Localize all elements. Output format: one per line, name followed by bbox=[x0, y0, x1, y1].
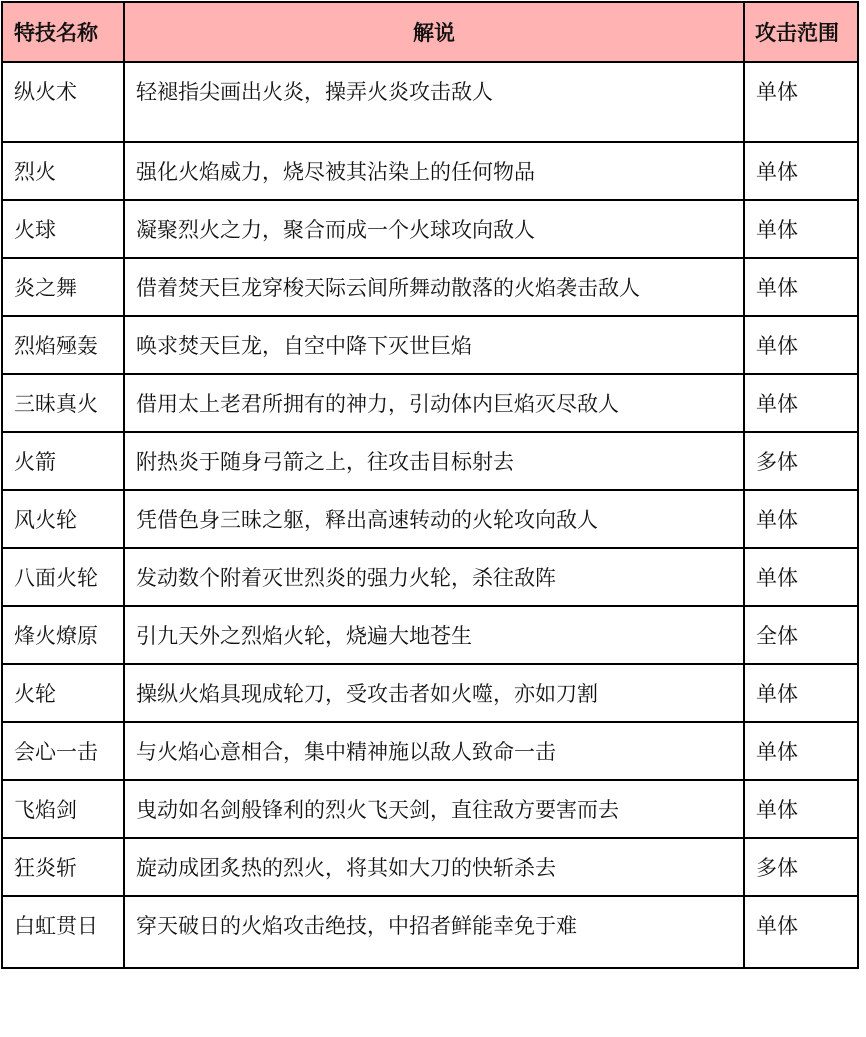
skill-name-cell: 三昧真火 bbox=[2, 374, 124, 432]
skill-description-cell: 曳动如名剑般锋利的烈火飞天剑，直往敌方要害而去 bbox=[124, 780, 744, 838]
skill-name-cell: 炎之舞 bbox=[2, 258, 124, 316]
skill-name-cell: 纵火术 bbox=[2, 62, 124, 142]
table-row bbox=[2, 316, 858, 374]
attack-range-cell: 单体 bbox=[744, 374, 858, 432]
header-attack-range: 攻击范围 bbox=[744, 2, 858, 62]
skill-description-cell: 发动数个附着灭世烈炎的强力火轮，杀往敌阵 bbox=[124, 548, 744, 606]
table-row bbox=[2, 490, 858, 548]
table-header-row bbox=[2, 2, 858, 62]
attack-range-cell: 单体 bbox=[744, 62, 858, 142]
table-row bbox=[2, 664, 858, 722]
skill-description-cell: 轻褪指尖画出火炎，操弄火炎攻击敌人 bbox=[124, 62, 744, 142]
skill-description-cell: 凝聚烈火之力，聚合而成一个火球攻向敌人 bbox=[124, 200, 744, 258]
table-row bbox=[2, 838, 858, 896]
skill-name-cell: 烽火燎原 bbox=[2, 606, 124, 664]
attack-range-cell: 单体 bbox=[744, 490, 858, 548]
skill-description-cell: 与火焰心意相合，集中精神施以敌人致命一击 bbox=[124, 722, 744, 780]
skill-description-cell: 借着焚天巨龙穿梭天际云间所舞动散落的火焰袭击敌人 bbox=[124, 258, 744, 316]
skill-description-cell: 附热炎于随身弓箭之上，往攻击目标射去 bbox=[124, 432, 744, 490]
table-row bbox=[2, 142, 858, 200]
attack-range-cell: 单体 bbox=[744, 896, 858, 968]
attack-range-cell: 单体 bbox=[744, 664, 858, 722]
skill-name-cell: 火轮 bbox=[2, 664, 124, 722]
attack-range-cell: 多体 bbox=[744, 838, 858, 896]
table-row bbox=[2, 548, 858, 606]
skill-description-cell: 穿天破日的火焰攻击绝技，中招者鲜能幸免于难 bbox=[124, 896, 744, 968]
table-row bbox=[2, 896, 858, 968]
skill-name-cell: 火箭 bbox=[2, 432, 124, 490]
table-row bbox=[2, 374, 858, 432]
skill-description-cell: 借用太上老君所拥有的神力，引动体内巨焰灭尽敌人 bbox=[124, 374, 744, 432]
attack-range-cell: 全体 bbox=[744, 606, 858, 664]
table-row bbox=[2, 432, 858, 490]
skill-name-cell: 风火轮 bbox=[2, 490, 124, 548]
skill-name-cell: 火球 bbox=[2, 200, 124, 258]
attack-range-cell: 单体 bbox=[744, 258, 858, 316]
skill-name-cell: 会心一击 bbox=[2, 722, 124, 780]
attack-range-cell: 单体 bbox=[744, 548, 858, 606]
skill-description-cell: 强化火焰威力，烧尽被其沾染上的任何物品 bbox=[124, 142, 744, 200]
table-row bbox=[2, 722, 858, 780]
table-row bbox=[2, 258, 858, 316]
attack-range-cell: 单体 bbox=[744, 722, 858, 780]
skill-description-cell: 操纵火焰具现成轮刀，受攻击者如火噬，亦如刀割 bbox=[124, 664, 744, 722]
attack-range-cell: 单体 bbox=[744, 780, 858, 838]
skill-description-cell: 唤求焚天巨龙，自空中降下灭世巨焰 bbox=[124, 316, 744, 374]
attack-range-cell: 单体 bbox=[744, 200, 858, 258]
header-skill-name: 特技名称 bbox=[2, 2, 124, 62]
fire-skills-table bbox=[1, 1, 859, 969]
attack-range-cell: 单体 bbox=[744, 142, 858, 200]
skill-name-cell: 烈火 bbox=[2, 142, 124, 200]
skill-description-cell: 凭借色身三昧之躯，释出高速转动的火轮攻向敌人 bbox=[124, 490, 744, 548]
skill-description-cell: 旋动成团炙热的烈火，将其如大刀的快斩杀去 bbox=[124, 838, 744, 896]
header-description: 解说 bbox=[124, 2, 744, 62]
table-row bbox=[2, 606, 858, 664]
table-row bbox=[2, 200, 858, 258]
skill-name-cell: 白虹贯日 bbox=[2, 896, 124, 968]
attack-range-cell: 多体 bbox=[744, 432, 858, 490]
skill-name-cell: 八面火轮 bbox=[2, 548, 124, 606]
skill-description-cell: 引九天外之烈焰火轮，烧遍大地苍生 bbox=[124, 606, 744, 664]
attack-range-cell: 单体 bbox=[744, 316, 858, 374]
skill-name-cell: 烈焰殛轰 bbox=[2, 316, 124, 374]
table-row bbox=[2, 62, 858, 142]
skill-name-cell: 狂炎斩 bbox=[2, 838, 124, 896]
skill-name-cell: 飞焰剑 bbox=[2, 780, 124, 838]
table-row bbox=[2, 780, 858, 838]
